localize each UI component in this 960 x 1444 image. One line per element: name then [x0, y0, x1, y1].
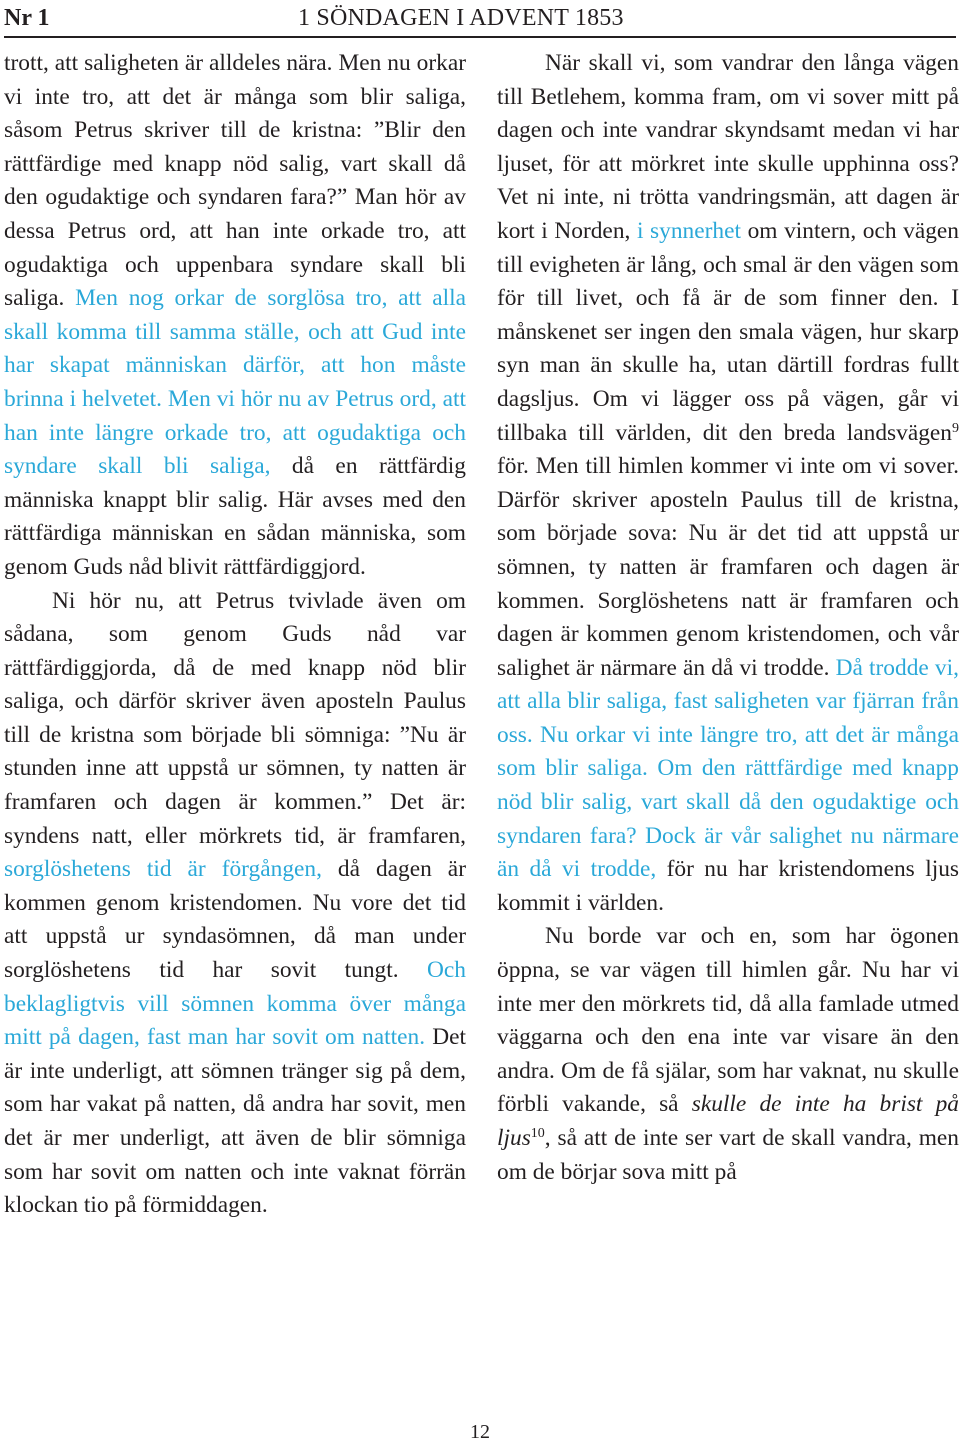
- paragraph: [497, 920, 959, 1189]
- text-run: Nu borde var och en, som har ögonen öppna, se var vägen till himlen går. Nu har vi inte mer den mörkrets tid, då alla famlade utmed väggarna och den ena inte var visare än den andra. Om de få själar, som har vaknat, nu skulle förbli vakande, så: [497, 923, 959, 1118]
- text-run: för. Men till himlen kommer vi inte om vi sover. Därför skriver aposteln Paulus till de kristna, som började sova: Nu är det tid att uppstå ur sömnen, ty natten är framfaren och dagen är kommen. Sorglöshetens natt är framfaren och dagen är kommen genom kristendomen, och vår salighet är närmare än då vi trodde.: [497, 453, 959, 681]
- text-run: då en rättfärdig människa knappt blir salig. Här avses med den rättfärdiga människan en sådan människa, som genom Guds nåd blivit rättfärdiggjord.: [4, 453, 466, 580]
- text-run: , så att de inte ser vart de skall vandra, men om de börjar sova mitt på: [497, 1125, 959, 1185]
- text-run: för nu har kristendomens ljus kommit i världen.: [497, 856, 959, 916]
- sermon-title: 1 SÖNDAGEN I ADVENT 1853: [298, 5, 624, 31]
- text-run: Det är inte underligt, att sömnen tränger sig på dem, som har vakat på natten, då andra har sovit, men det är mer underligt, att även de blir sömniga som har sovit om natten och inte vaknat förrän klockan tio på förmiddagen.: [4, 1024, 466, 1219]
- text-run: om vintern, och vägen till evigheten är lång, och smal är den vägen som för till livet, och få är de som finner den. I månskenet ser ingen den smala vägen, hur skarp syn man än skulle ha, utan därtill fordras fullt dagsljus. Om vi lägger oss på vägen, går vi tillbaka till världen, dit den breda landsvägen: [497, 217, 959, 446]
- paragraph: [497, 47, 959, 920]
- highlighted-text: Då trodde vi, att alla blir saliga, fast saligheten var fjärran från oss. Nu orkar vi inte längre tro, att det är många som blir saliga. Om den rättfärdige med knapp nöd blir salig, vart skall då den ogudaktige och syndaren fara? Dock är vår salighet nu närmare än då vi trodde,: [497, 654, 959, 883]
- page-number: 12: [470, 1421, 490, 1443]
- text-run: När skall vi, som vandrar den långa vägen till Betlehem, komma fram, om vi sover mitt på dagen och inte vandrar skyndsamt medan vi har ljuset, för att mörkret inte skulle upphinna oss? Vet ni inte, ni trötta vandringsmän, att dagen är kort i Norden,: [497, 50, 959, 244]
- text-run: Ni hör nu, att Petrus tvivlade även om sådana, som genom Guds nåd var rättfärdiggjorda, då de med knapp nöd blir saliga, och därför skriver även aposteln Paulus till de kristna som började bli sömniga: ”Nu är stunden inne att uppstå ur sömnen, ty natten är framfaren och dagen är kommen.” Det är: syndens natt, eller mörkrets tid, är framfaren,: [4, 587, 466, 849]
- footnote-marker: 9: [952, 420, 959, 436]
- text-run: då dagen är kommen genom kristendomen. Nu vore det tid att uppstå ur syndasömnen, då man under sorglöshetens tid har sovit tungt.: [4, 856, 466, 984]
- paragraph: [4, 585, 466, 1223]
- highlighted-text: i synnerhet: [636, 217, 741, 244]
- text-run: trott, att saligheten är alldeles nära. Men nu orkar vi inte tro, att det är många som blir saliga, såsom Petrus skriver till de kristna: ”Blir den rättfärdige med knapp nöd salig, vart skall då den ogudaktige och syndaren fara?” Man hör av dessa Petrus ord, att han inte orkade tro, att ogudaktiga och uppenbara syndare skall bli saliga.: [4, 50, 466, 312]
- italic-text: skulle de inte ha brist på ljus: [497, 1091, 959, 1151]
- highlighted-text: Men nog orkar de sorglösa tro, att alla skall komma till samma ställe, och att Gud inte har skapat människan därför, att hon måste brinna i helvetet. Men vi hör nu av Petrus ord, att han inte längre orkade tro, att ogudaktiga och syndare skall bli saliga,: [4, 285, 466, 480]
- right-column: [497, 47, 959, 1189]
- highlighted-text: sorglöshetens tid är förgången,: [4, 856, 322, 883]
- paragraph: [4, 47, 466, 585]
- footnote-marker: 10: [530, 1126, 545, 1141]
- running-header: [4, 0, 956, 38]
- highlighted-text: Och beklagligtvis vill sömnen komma över många mitt på dagen, fast man har sovit om natten.: [4, 957, 466, 1051]
- left-column: [4, 47, 466, 1223]
- issue-number: Nr 1: [4, 5, 50, 31]
